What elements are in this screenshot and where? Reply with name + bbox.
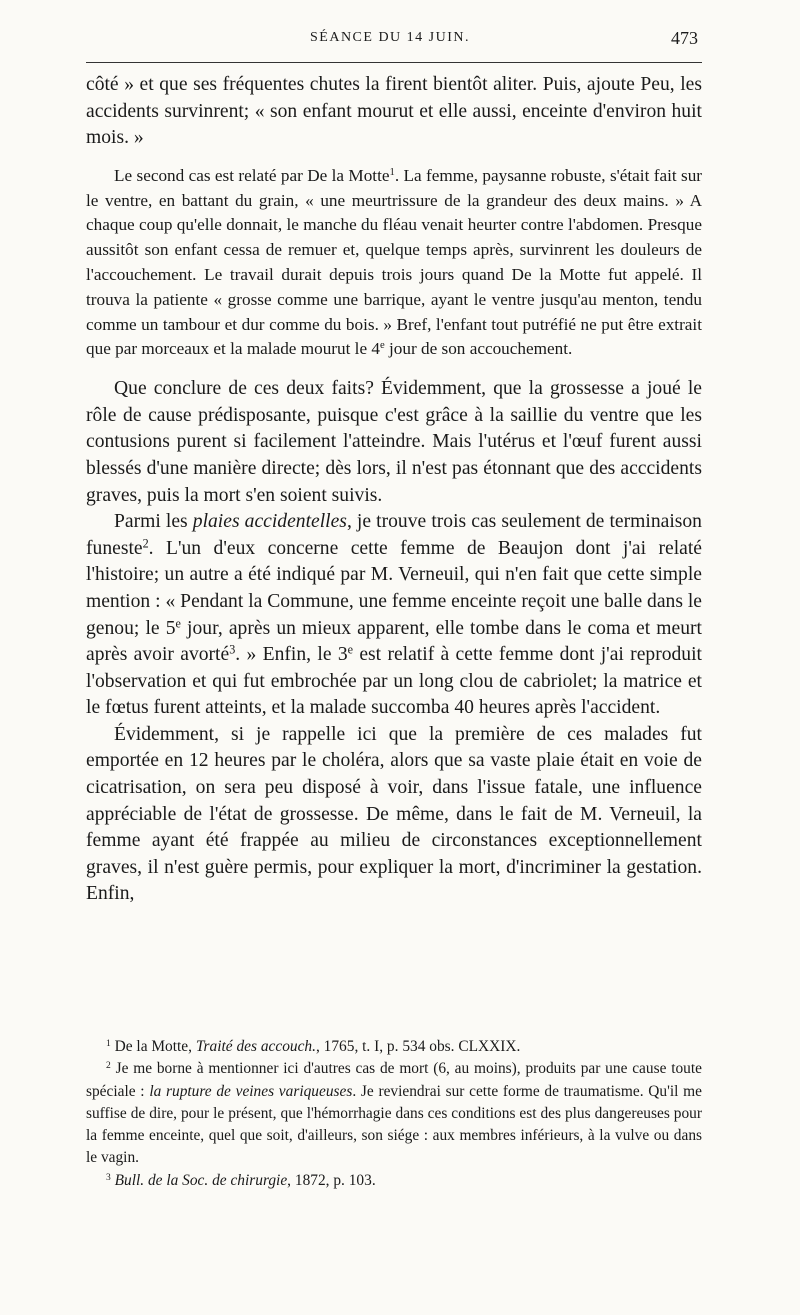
footnote	[86, 1036, 702, 1058]
main-text	[86, 72, 702, 908]
running-head	[82, 30, 698, 52]
text-run: Je me borne à mentionner ici d'autres cas de mort (6, au moins), produits par une cause toute spéciale :	[86, 1060, 702, 1100]
ordinal-suffix: e	[347, 642, 354, 657]
text-run: , je trouve trois cas seulement de terminaison funeste	[86, 511, 702, 559]
text-run: est relatif à cette femme dont j'ai reproduit l'observation et qui fut embrochée par un long clou de cabriolet; la matrice et le fœtus furent atteints, et la malade succomba 40 heures après l'accident.	[86, 644, 702, 719]
ordinal-suffix: e	[175, 615, 181, 630]
text-run: Parmi les	[114, 511, 193, 533]
text-run: . Je reviendrai sur cette forme de traumatisme. Qu'il me suffise de dire, pour le présent, que l'hémorrhagie dans ces conditions est des plus dangereuses pour la femme enceinte, quel que soit, d'ailleurs, son siége : aux membres inférieurs, à la vulve ou dans le vagin.	[86, 1082, 702, 1167]
paragraph: Que conclure de ces deux faits? Évidemment, que la grossesse a joué le rôle de cause prédisposante, puisque c'est grâce à la saillie du ventre que les contusions purent si facilement l'atteindre. Mais l'utérus et l'œuf furent aussi blessés d'une manière directe; dès lors, il n'est pas étonnant que des acccidents graves, puis la mort s'en soient suivis.	[86, 378, 702, 506]
footnote-ref: 3	[229, 642, 236, 657]
italic-title: Traité des accouch.	[195, 1038, 316, 1055]
paragraph	[86, 509, 702, 722]
text-run: . La femme, paysanne robuste, s'était fait sur le ventre, en battant du grain, « une meurtrissure de la grandeur des deux mains. » A chaque coup qu'elle donnait, le manche du fléau venait heurter contre l'abdomen. Presque aussitôt son enfant cessa de remuer et, quelque temps après, survinrent les douleurs de l'accouchement. Le travail durait depuis trois jours quand De la Motte fut appelé. Il trouva la patiente « grosse comme une barrique, ayant le ventre jusqu'au menton, tendu comme un tambour et dur comme du bois. » Bref, l'enfant tout putréfié ne put être extrait que par morceaux et la malade mourut le 4	[86, 165, 703, 359]
running-title: SÉANCE DU 14 JUIN.	[310, 30, 470, 45]
footnote-mark: 2	[106, 1060, 111, 1072]
text-run: De la Motte,	[114, 1038, 196, 1055]
paragraph-small	[86, 164, 702, 362]
text-run: , 1872, p. 103.	[287, 1171, 376, 1189]
text-run: jour, après un mieux apparent, elle tombe dans le coma et meurt après avoir avorté	[86, 617, 702, 666]
footnote-ref: 1	[389, 166, 395, 178]
text-run: . » Enfin, le 3	[235, 644, 348, 666]
footnote	[86, 1058, 702, 1169]
text-run: , 1765, t. I, p. 534 obs. CLXXIX.	[315, 1038, 521, 1055]
footnote-ref: 2	[142, 536, 149, 551]
footnote-mark: 3	[106, 1171, 111, 1183]
page-number: 473	[671, 28, 698, 48]
header-rule	[86, 62, 702, 63]
text-run: Le second cas est relaté par De la Motte	[114, 165, 390, 185]
italic-term: la rupture de veines variqueuses	[149, 1082, 353, 1100]
italic-term: plaies accidentelles	[192, 511, 347, 533]
footnote-mark: 1	[106, 1037, 111, 1049]
text-run: jour de son accouchement.	[384, 339, 573, 359]
footnotes	[86, 1036, 702, 1192]
ordinal-suffix: e	[379, 340, 385, 352]
text-run: . L'un d'eux concerne cette femme de Beaujon dont j'ai relaté l'histoire; un autre a été indiqué par M. Verneuil, qui n'en fait que cette simple mention : « Pendant la Commune, une femme enceinte reçoit une balle dans le genou; le 5	[86, 537, 702, 639]
italic-title: Bull. de la Soc. de chirurgie	[114, 1171, 288, 1189]
paragraph: côté » et que ses fréquentes chutes la firent bientôt aliter. Puis, ajoute Peu, les accidents survinrent; « son enfant mourut et elle aussi, enceinte d'environ huit mois. »	[86, 74, 702, 149]
paragraph: Évidemment, si je rappelle ici que la première de ces malades fut emportée en 12 heures par le choléra, alors que sa vaste plaie était en voie de cicatrisation, on sera peu disposé à voir, dans l'issue fatale, une influence appréciable de l'état de grossesse. De même, dans le fait de M. Verneuil, la femme ayant été frappée au milieu de circonstances exceptionnellement graves, il n'est guère permis, pour expliquer la mort, d'incriminer la gestation. Enfin,	[86, 723, 702, 905]
footnote	[86, 1170, 702, 1192]
